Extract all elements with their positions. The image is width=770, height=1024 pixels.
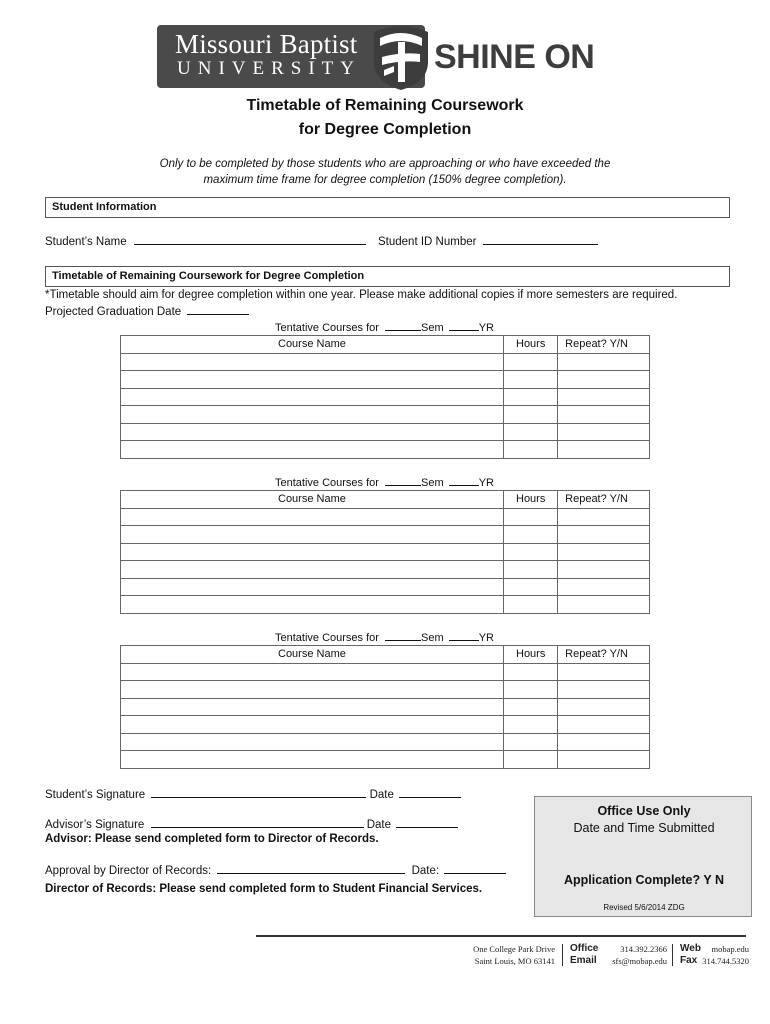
repeat-header: Repeat? Y/N (558, 646, 650, 664)
fax-label: Fax (680, 955, 698, 966)
tentative-label: Tentative Courses for (275, 632, 379, 644)
student-name-label: Student’s Name (45, 236, 127, 248)
footer-separator (672, 944, 673, 966)
hours-cell[interactable] (504, 508, 558, 526)
tentative-label: Tentative Courses for (275, 322, 379, 334)
address-line2: Saint Louis, MO 63141 (474, 956, 555, 966)
hours-cell[interactable] (504, 561, 558, 579)
intro-line2: maximum time frame for degree completion (150% degree completion). (203, 174, 567, 186)
table-row (121, 353, 650, 371)
table-row (121, 663, 650, 681)
repeat-cell[interactable] (558, 663, 650, 681)
table-row (121, 423, 650, 441)
course-name-header: Course Name (121, 491, 504, 509)
hours-header: Hours (504, 336, 558, 354)
repeat-cell[interactable] (558, 508, 650, 526)
hours-cell[interactable] (504, 681, 558, 699)
repeat-cell[interactable] (558, 596, 650, 614)
year-field[interactable] (449, 631, 479, 641)
course-name-cell[interactable] (121, 733, 504, 751)
table-header-row (121, 646, 650, 664)
table-row (121, 441, 650, 459)
repeat-cell[interactable] (558, 698, 650, 716)
repeat-cell[interactable] (558, 733, 650, 751)
course-name-cell[interactable] (121, 663, 504, 681)
office-phone: 314.392.2366 (620, 944, 667, 954)
office-use-subtitle: Date and Time Submitted (573, 821, 715, 835)
repeat-cell[interactable] (558, 716, 650, 734)
hours-cell[interactable] (504, 371, 558, 389)
advisor-date-field[interactable] (396, 818, 458, 828)
tentative-courses-2 (275, 476, 494, 489)
footer-web-values (702, 943, 749, 967)
repeat-cell[interactable] (558, 441, 650, 459)
repeat-cell[interactable] (558, 526, 650, 544)
graduation-label: Projected Graduation Date (45, 306, 182, 318)
office-label: Office (570, 943, 599, 954)
year-field[interactable] (449, 476, 479, 486)
hours-cell[interactable] (504, 353, 558, 371)
footer-contact-labels (570, 943, 598, 967)
table-row (121, 681, 650, 699)
semester-field[interactable] (385, 476, 421, 486)
footer-divider (256, 935, 746, 937)
course-table-2 (120, 490, 650, 614)
hours-cell[interactable] (504, 596, 558, 614)
student-id-row (378, 235, 598, 248)
email-label: Email (570, 955, 597, 966)
student-id-label: Student ID Number (378, 236, 477, 248)
repeat-cell[interactable] (558, 543, 650, 561)
footer-address (465, 943, 555, 967)
student-signature-row (45, 788, 461, 801)
course-table-3 (120, 645, 650, 769)
course-name-cell[interactable] (121, 561, 504, 579)
year-field[interactable] (449, 321, 479, 331)
hours-cell[interactable] (504, 526, 558, 544)
repeat-cell[interactable] (558, 561, 650, 579)
table-row (121, 543, 650, 561)
semester-field[interactable] (385, 631, 421, 641)
course-name-cell[interactable] (121, 716, 504, 734)
date-label: Date (369, 789, 394, 801)
email-address[interactable]: sfs@mobap.edu (612, 956, 667, 966)
hours-cell[interactable] (504, 698, 558, 716)
footer-separator (562, 944, 563, 966)
yr-label: YR (478, 477, 494, 489)
table-row (121, 716, 650, 734)
table-row (121, 371, 650, 389)
table-header-row (121, 336, 650, 354)
repeat-header: Repeat? Y/N (558, 491, 650, 509)
office-use-title: Office Use Only (597, 804, 691, 818)
hours-header: Hours (504, 646, 558, 664)
course-table-1 (120, 335, 650, 459)
yr-label: YR (478, 632, 494, 644)
hours-cell[interactable] (504, 578, 558, 596)
advisor-signature-label: Advisor’s Signature (45, 819, 145, 831)
approval-signature-field[interactable] (217, 864, 405, 874)
course-name-cell[interactable] (121, 508, 504, 526)
course-name-cell[interactable] (121, 596, 504, 614)
course-name-cell[interactable] (121, 698, 504, 716)
footer-contact-values (605, 943, 667, 967)
repeat-cell[interactable] (558, 751, 650, 769)
repeat-cell[interactable] (558, 578, 650, 596)
course-name-cell[interactable] (121, 423, 504, 441)
table-row (121, 751, 650, 769)
hours-cell[interactable] (504, 733, 558, 751)
advisor-signature-field[interactable] (151, 818, 364, 828)
office-use-box (534, 796, 752, 917)
fax-number: 314.744.5320 (702, 956, 749, 966)
course-name-cell[interactable] (121, 406, 504, 424)
advisor-note: Advisor: Please send completed form to Director of Records. (45, 833, 379, 845)
hours-cell[interactable] (504, 716, 558, 734)
tentative-courses-1 (275, 321, 494, 334)
student-name-row (45, 235, 366, 248)
table-header-row (121, 491, 650, 509)
timetable-heading: Timetable of Remaining Coursework for Degree Completion (45, 266, 730, 287)
yr-label: YR (478, 322, 494, 334)
shine-on-tagline: SHINE ON (434, 38, 595, 76)
approval-date-label: Date: (411, 865, 440, 877)
repeat-header: Repeat? Y/N (558, 336, 650, 354)
timetable-note: *Timetable should aim for degree completion within one year. Please make additional copies if more semesters are required. (45, 289, 678, 301)
sem-label: Sem (421, 322, 444, 334)
student-id-field[interactable] (483, 235, 598, 245)
graduation-date-field[interactable] (187, 305, 249, 315)
logo-name: Missouri Baptist (175, 29, 358, 59)
course-name-cell[interactable] (121, 751, 504, 769)
form-title-line2: for Degree Completion (298, 121, 472, 138)
course-name-cell[interactable] (121, 371, 504, 389)
repeat-cell[interactable] (558, 423, 650, 441)
intro-text (0, 156, 770, 188)
student-name-field[interactable] (134, 235, 366, 245)
sem-label: Sem (421, 632, 444, 644)
course-name-header: Course Name (121, 336, 504, 354)
sem-label: Sem (421, 477, 444, 489)
course-name-cell[interactable] (121, 543, 504, 561)
tentative-label: Tentative Courses for (275, 477, 379, 489)
semester-field[interactable] (385, 321, 421, 331)
table-row (121, 578, 650, 596)
hours-cell[interactable] (504, 543, 558, 561)
course-name-header: Course Name (121, 646, 504, 664)
hours-cell[interactable] (504, 406, 558, 424)
hours-cell[interactable] (504, 388, 558, 406)
hours-cell[interactable] (504, 423, 558, 441)
web-label: Web (680, 943, 701, 954)
repeat-cell[interactable] (558, 406, 650, 424)
approval-date-field[interactable] (444, 864, 506, 874)
table-row (121, 388, 650, 406)
application-complete: Application Complete? Y N (564, 873, 724, 887)
repeat-cell[interactable] (558, 371, 650, 389)
student-date-field[interactable] (399, 788, 461, 798)
course-name-cell[interactable] (121, 353, 504, 371)
shield-cross-icon (370, 24, 432, 90)
student-info-heading: Student Information (45, 197, 730, 218)
repeat-cell[interactable] (558, 388, 650, 406)
revision-note: Revised 5/6/2014 ZDG (603, 903, 685, 912)
table-row (121, 698, 650, 716)
hours-cell[interactable] (504, 751, 558, 769)
table-row (121, 508, 650, 526)
advisor-signature-row (45, 818, 458, 831)
intro-line1: Only to be completed by those students who are approaching or who have exceeded the (159, 158, 611, 170)
table-row (121, 406, 650, 424)
course-name-cell[interactable] (121, 526, 504, 544)
director-note: Director of Records: Please send completed form to Student Financial Services. (45, 883, 483, 895)
course-name-cell[interactable] (121, 681, 504, 699)
hours-cell[interactable] (504, 663, 558, 681)
form-title-line1: Timetable of Remaining Coursework (246, 97, 524, 114)
course-name-cell[interactable] (121, 441, 504, 459)
repeat-cell[interactable] (558, 681, 650, 699)
footer-web-labels (680, 943, 701, 967)
approval-label: Approval by Director of Records: (45, 865, 212, 877)
address-line1: One College Park Drive (473, 944, 555, 954)
graduation-row (45, 305, 249, 318)
web-address[interactable]: mobap.edu (711, 944, 749, 954)
repeat-cell[interactable] (558, 353, 650, 371)
approval-row (45, 864, 506, 877)
hours-cell[interactable] (504, 441, 558, 459)
table-row (121, 733, 650, 751)
course-name-cell[interactable] (121, 578, 504, 596)
course-name-cell[interactable] (121, 388, 504, 406)
table-row (121, 526, 650, 544)
table-row (121, 561, 650, 579)
student-signature-label: Student’s Signature (45, 789, 146, 801)
student-signature-field[interactable] (151, 788, 366, 798)
date-label: Date (366, 819, 391, 831)
tentative-courses-3 (275, 631, 494, 644)
logo-university: UNIVERSITY (177, 58, 361, 79)
hours-header: Hours (504, 491, 558, 509)
table-row (121, 596, 650, 614)
